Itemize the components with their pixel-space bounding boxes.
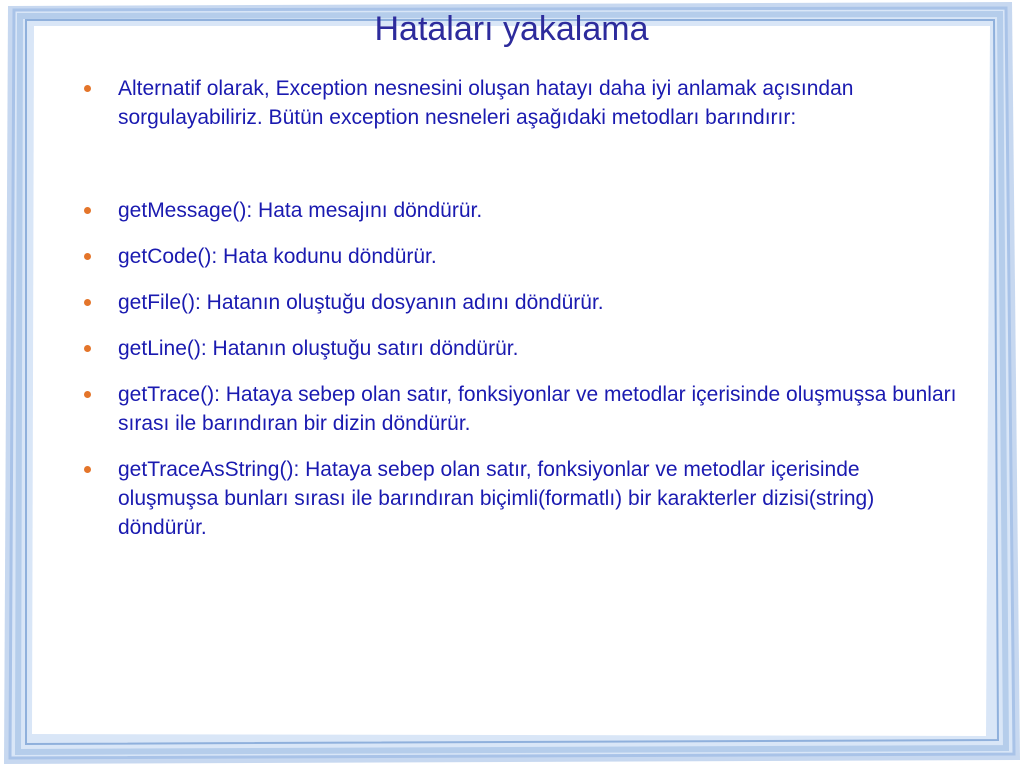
- bullet-item-gettraceasstring: [84, 455, 964, 542]
- bullet-text: getCode(): Hata kodunu döndürür.: [118, 245, 437, 268]
- bullet-dot-icon: [84, 391, 91, 398]
- bullet-text: Alternatif olarak, Exception nesnesini oluşan hatayı daha iyi anlamak açısından sorgulayabiliriz. Bütün exception nesneleri aşağıdaki metodları barındırır:: [118, 77, 854, 129]
- bullet-dot-icon: [84, 253, 91, 260]
- bullet-item-intro: [84, 74, 964, 132]
- bullet-list: [84, 74, 964, 559]
- bullet-item-getline: [84, 334, 964, 363]
- bullet-dot-icon: [84, 299, 91, 306]
- bullet-item-getfile: [84, 288, 964, 317]
- bullet-text: getFile(): Hatanın oluştuğu dosyanın adını döndürür.: [118, 291, 604, 314]
- bullet-dot-icon: [84, 85, 91, 92]
- bullet-item-gettrace: [84, 380, 964, 438]
- bullet-text: getTrace(): Hataya sebep olan satır, fonksiyonlar ve metodlar içerisinde oluşmuşsa bunları sırası ile barındıran bir dizin döndürür.: [118, 383, 957, 435]
- bullet-text: getTraceAsString(): Hataya sebep olan satır, fonksiyonlar ve metodlar içerisinde oluşmuşsa bunları sırası ile barındıran biçimli(formatlı) bir karakterler dizisi(string) döndürür.: [118, 458, 875, 539]
- slide-title: Hataları yakalama: [374, 10, 649, 48]
- bullet-text: getMessage(): Hata mesajını döndürür.: [118, 199, 483, 222]
- bullet-dot-icon: [84, 345, 91, 352]
- bullet-text: getLine(): Hatanın oluştuğu satırı döndürür.: [118, 337, 519, 360]
- bullet-dot-icon: [84, 466, 91, 473]
- bullet-dot-icon: [84, 207, 91, 214]
- bullet-item-getcode: [84, 242, 964, 271]
- bullet-item-getmessage: [84, 196, 964, 225]
